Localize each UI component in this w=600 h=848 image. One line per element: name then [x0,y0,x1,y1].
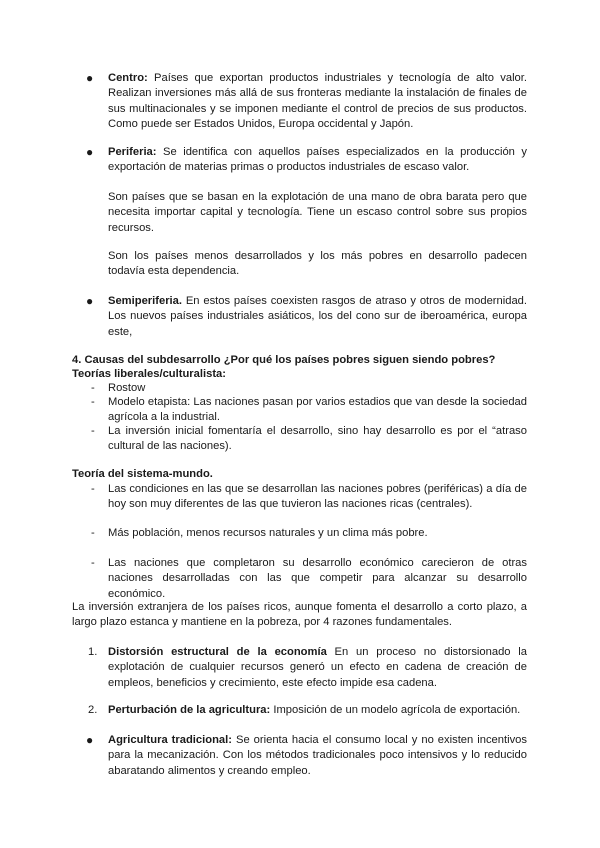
bullet-semiperiferia [108,294,527,340]
bullet-title: Agricultura tradicional: [108,734,232,746]
list-number: 2. [88,704,98,716]
bullet-marker: ● [86,145,94,159]
bullet-text: Se orienta hacia el consumo local y no existen incentivos para la mecanización. Con los métodos tradicionales poco intensivos y lo reducido abaratando alimentos y creando empleo. [108,734,527,777]
bullet-periferia [108,145,527,176]
bullet-text: Se identifica con aquellos países especializados en la producción y exportación de materias primas o productos industriales de escaso valor. [108,146,527,174]
section-subheading: Teorías liberales/culturalista: [72,368,226,380]
numbered-item [108,645,527,691]
bullet-agricultura [108,733,527,779]
dash-marker: - [91,527,95,539]
section-heading: Teoría del sistema-mundo. [72,468,213,480]
list-item: Las condiciones en las que se desarrollan las naciones pobres (periféricas) a día de hoy son muy diferentes de las que tuvieron las naciones ricas (centrales). [108,483,527,511]
bullet-marker: ● [86,294,94,308]
body-paragraph: La inversión extranjera de los países ricos, aunque fomenta el desarrollo a corto plazo, a largo plazo estanca y mantiene en la pobreza, por 4 razones fundamentales. [72,601,527,629]
bullet-text: En estos países coexisten rasgos de atraso y otros de modernidad. Los nuevos países industriales asiáticos, los del cono sur de iberoamérica, europa este, [108,295,527,338]
item-title: Distorsión estructural de la economía [108,646,327,658]
bullet-title: Periferia: [108,146,157,158]
dash-marker: - [91,382,95,394]
periferia-paragraph-3: Son los países menos desarrollados y los más pobres en desarrollo padecen todavía esta dependencia. [108,250,527,278]
bullet-marker: ● [86,733,94,747]
dash-marker: - [91,557,95,569]
numbered-item [108,703,527,718]
bullet-text: Países que exportan productos industriales y tecnología de alto valor. Realizan inversiones más allá de sus fronteras mediante la instalación de finales de sus multinacionales y se imponen mediante el control de precios de sus productos. Como puede ser Estados Unidos, Europa occidental y Japón. [108,72,527,130]
item-text: Imposición de un modelo agrícola de exportación. [270,704,521,716]
section-heading: 4. Causas del subdesarrollo ¿Por qué los países pobres siguen siendo pobres? [72,354,496,366]
bullet-centro [108,71,527,132]
list-item: La inversión inicial fomentaría el desarrollo, sino hay desarrollo es por el “atraso cultural de las naciones). [108,425,527,453]
dash-marker: - [91,425,95,437]
list-item: Las naciones que completaron su desarrollo económico carecieron de otras naciones desarrolladas con las que competir para alcanzar su desarrollo económico. [108,557,527,600]
bullet-marker: ● [86,71,94,85]
bullet-title: Centro: [108,72,148,84]
list-item: Modelo etapista: Las naciones pasan por varios estadios que van desde la sociedad agrícola a la industrial. [108,396,527,424]
list-item: Más población, menos recursos naturales y un clima más pobre. [108,527,428,539]
list-item: Rostow [108,382,146,394]
dash-marker: - [91,483,95,495]
dash-marker: - [91,396,95,408]
periferia-paragraph-2: Son países que se basan en la explotación de una mano de obra barata pero que necesita importar capital y tecnología. Tiene un escaso control sobre sus propios recursos. [108,191,527,234]
item-title: Perturbación de la agricultura: [108,704,271,716]
item-text: En un proceso no distorsionado la explotación de cualquier recursos generó un efecto en cadena de creación de empleos, beneficios y crecimiento, este efecto impide esa cadena. [108,646,527,689]
list-number: 1. [88,646,98,658]
bullet-title: Semiperiferia. [108,295,182,307]
